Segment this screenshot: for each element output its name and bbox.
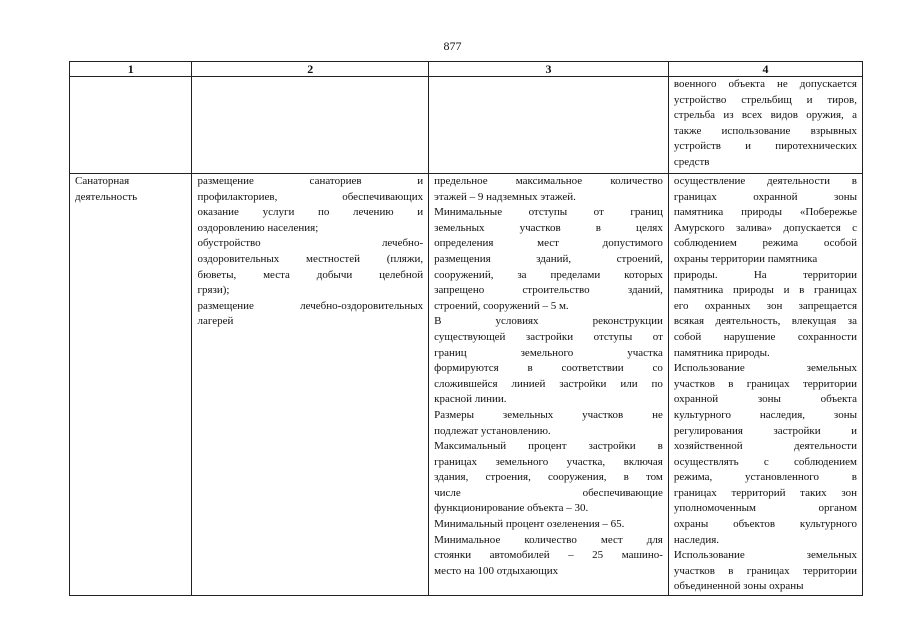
cell-text-line: этажей – 9 надземных этажей. (434, 190, 576, 203)
cell-text-line: подлежат установлению. (434, 424, 551, 437)
cell-text-line: осуществлять с соблюдением (673, 455, 857, 468)
table-row (70, 77, 863, 174)
cell-text-line: существующей застройки отступы от (434, 330, 663, 343)
cell-text-line: определения мест допустимого (434, 237, 663, 250)
row1-col4-cell (668, 77, 862, 174)
cell-text-line: устройств и пиротехнических (673, 140, 857, 153)
cell-text-line: обустройство лечебно- (197, 237, 424, 250)
cell-text-line: также использование взрывных (673, 124, 857, 137)
cell-text-line: Минимальный процент озеленения – 65. (434, 518, 625, 531)
cell-text-line: культурного наследия, зоны (673, 408, 857, 421)
cell-text-line: деятельность (75, 190, 138, 203)
cell-text-line: охранной зоны объекта (673, 393, 857, 406)
row1-col1-cell (70, 77, 192, 174)
row2-col4-cell (668, 174, 862, 596)
zoning-table (69, 61, 863, 596)
cell-text-line: всякая деятельность, влекущая за (673, 315, 857, 328)
cell-text-line: объединенной зоны охраны (673, 580, 804, 593)
cell-text-line: числе обеспечивающие (434, 486, 663, 499)
cell-text-line: границах земельного участка, включая (434, 455, 663, 468)
cell-text-line: профилакториев, обеспечивающих (197, 190, 424, 203)
row1-col3-cell (429, 77, 669, 174)
cell-text-line: Минимальное количество мест для (434, 533, 663, 546)
header-cell-1: 1 (70, 62, 192, 77)
row2-col1-cell (70, 174, 192, 596)
cell-text-line: Минимальные отступы от границ (434, 206, 663, 219)
cell-text-line: режима, установленного в (673, 471, 857, 484)
cell-text-line: Использование земельных (673, 549, 857, 562)
cell-text-line: оздоровлению населения; (197, 221, 319, 234)
page-number: 877 (443, 39, 462, 53)
cell-text-line: Санаторная (75, 175, 130, 187)
cell-text-line: стоянки автомобилей – 25 машино- (434, 549, 663, 562)
cell-text-line: осуществление деятельности в (673, 175, 857, 187)
table-row (70, 174, 863, 596)
cell-text-line: памятника природы. (673, 346, 770, 359)
cell-text-line: охраны территории памятника (673, 252, 818, 265)
header-cell-2: 2 (192, 62, 429, 77)
header-row (70, 62, 863, 77)
cell-text-line: соблюдением режима особой (673, 237, 857, 250)
cell-text-line: запрещено строительство зданий, (434, 284, 663, 297)
row2-col2-cell (192, 174, 429, 596)
cell-text-line: место на 100 отдыхающих (434, 564, 559, 577)
cell-text-line: средств (673, 155, 710, 168)
cell-text-line: размещение лечебно-оздоровительных (197, 299, 424, 312)
cell-text-line: В условиях реконструкции (434, 315, 663, 328)
cell-text-line: наследия. (673, 533, 720, 546)
cell-text-line: оказание услуги по лечению и (197, 206, 424, 219)
cell-text-line: военного объекта не допускается (673, 78, 857, 90)
cell-text-line: сооружений, за пределами которых (434, 268, 663, 281)
cell-text-line: бюветы, места добычи целебной (197, 268, 424, 281)
cell-text-line: регулирования застройки и (673, 424, 857, 437)
cell-text-line: строений, сооружений – 5 м. (434, 299, 569, 312)
cell-text-line: Использование земельных (673, 362, 857, 375)
cell-text-line: охраны объектов культурного (673, 518, 857, 531)
row2-col3-cell (429, 174, 669, 596)
cell-text-line: размещения зданий, строений, (434, 252, 663, 265)
cell-text-line: уполномоченным органом (673, 502, 857, 515)
cell-text-line: участков в границах территории (673, 564, 857, 577)
cell-text-line: стрельба из всех видов оружия, а (673, 109, 857, 122)
header-cell-4: 4 (668, 62, 862, 77)
cell-text-line: границах охранной зоны (673, 190, 857, 203)
cell-text-line: размещение санаториев и (197, 175, 424, 187)
cell-text-line: природы. На территории (673, 268, 857, 281)
cell-text-line: участков в границах территории (673, 377, 857, 390)
row1-col2-cell (192, 77, 429, 174)
cell-text-line: Максимальный процент застройки в (434, 440, 663, 453)
cell-text-line: собой нарушение сохранности (673, 330, 857, 343)
cell-text-line: памятника природы и в границах (673, 284, 857, 297)
cell-text-line: хозяйственной деятельности (673, 440, 857, 453)
cell-text-line: предельное максимальное количество (434, 175, 663, 187)
cell-text-line: границ земельного участка (434, 346, 663, 359)
cell-text-line: границах территорий таких зон (673, 486, 857, 499)
cell-text-line: грязи); (197, 284, 230, 297)
cell-text-line: земельных участков в целях (434, 221, 663, 234)
cell-text-line: оздоровительных местностей (пляжи, (197, 252, 424, 265)
cell-text-line: здания, строения, сооружения, в том (434, 471, 663, 484)
cell-text-line: сложившейся линией застройки или по (434, 377, 663, 390)
cell-text-line: формируются в соответствии со (434, 362, 663, 375)
cell-text-line: лагерей (197, 315, 234, 328)
cell-text-line: функционирование объекта – 30. (434, 502, 589, 515)
cell-text-line: памятника природы «Побережье (673, 206, 857, 219)
cell-text-line: Амурского залива» допускается с (673, 221, 857, 234)
cell-text-line: его охранных зон запрещается (673, 299, 857, 312)
header-cell-3: 3 (429, 62, 669, 77)
cell-text-line: устройство стрельбищ и тиров, (673, 93, 857, 106)
cell-text-line: Размеры земельных участков не (434, 408, 663, 421)
cell-text-line: красной линии. (434, 393, 507, 406)
